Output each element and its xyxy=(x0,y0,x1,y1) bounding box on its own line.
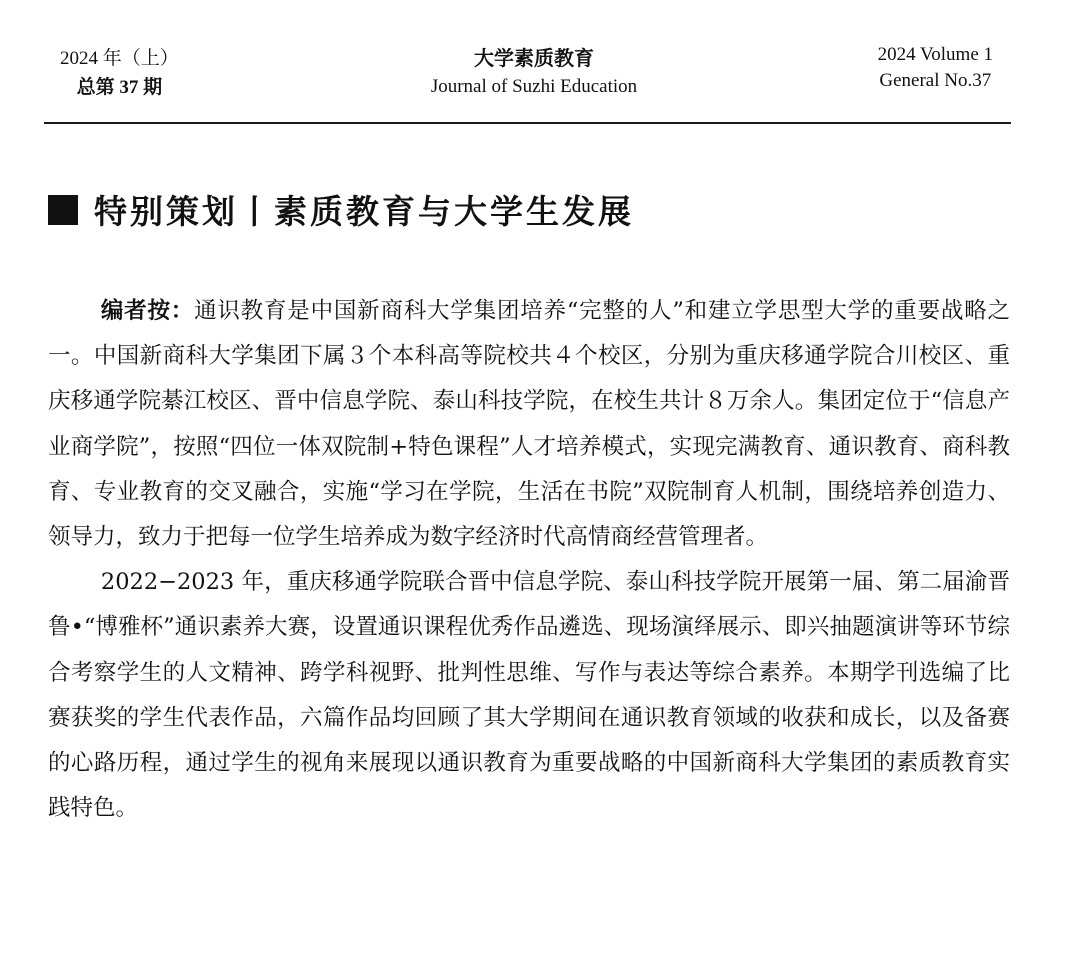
editor-note-label: 编者按： xyxy=(100,298,195,324)
section-title xyxy=(48,186,634,233)
section-title-text: 特别策划丨素质教育与大学生发展 xyxy=(94,192,634,231)
header-issue-number: 总第 37 期 xyxy=(76,77,163,98)
page-header xyxy=(44,0,1011,124)
journal-title-en: Journal of Suzhi Education xyxy=(430,76,638,97)
journal-title-cn: 大学素质教育 xyxy=(474,46,594,70)
black-square-icon xyxy=(48,195,78,225)
paragraph-1-text: 通识教育是中国新商科大学集团培养“完整的人”和建立学思型大学的重要战略之一。中国新商科大学集团下属３个本科高等院校共４个校区，分别为重庆移通学院合川校区、重庆移通学院綦江校区、晋中信息学院、泰山科技学院，在校生共计８万余人。集团定位于“信息产业商学院”，按照“四位一体双院制+特色课程”人才培养模式，实现完满教育、通识教育、商科教育、专业教育的交叉融合，实施“学习在学院，生活在书院”双院制育人机制，围绕培养创造力、领导力，致力于把每一位学生培养成为数字经济时代高情商经营管理者。 xyxy=(48,298,1010,551)
journal-title xyxy=(404,44,664,102)
paragraph-2-text: 2022−2023 年，重庆移通学院联合晋中信息学院、泰山科技学院开展第一届、第二届渝晋鲁•“博雅杯”通识素养大赛，设置通识课程优秀作品遴选、现场演绎展示、即兴抽题演讲等环节综合考察学生的人文精神、跨学科视野、批判性思维、写作与表达等综合素养。本期学刊选编了比赛获奖的学生代表作品，六篇作品均回顾了其大学期间在通识教育领域的收获和成长，以及备赛的心路历程，通过学生的视角来展现以通识教育为重要战略的中国新商科大学集团的素质教育实践特色。 xyxy=(48,569,1010,822)
header-general-number: General No.37 xyxy=(879,70,992,91)
header-volume: 2024 Volume 1 xyxy=(877,44,993,65)
paragraph-2 xyxy=(48,560,1010,831)
header-year: 2024 年（上） xyxy=(60,48,179,69)
header-issue-info xyxy=(60,44,179,102)
editor-note xyxy=(48,289,1010,831)
header-volume-info xyxy=(878,42,993,94)
paragraph-1 xyxy=(48,289,1010,560)
